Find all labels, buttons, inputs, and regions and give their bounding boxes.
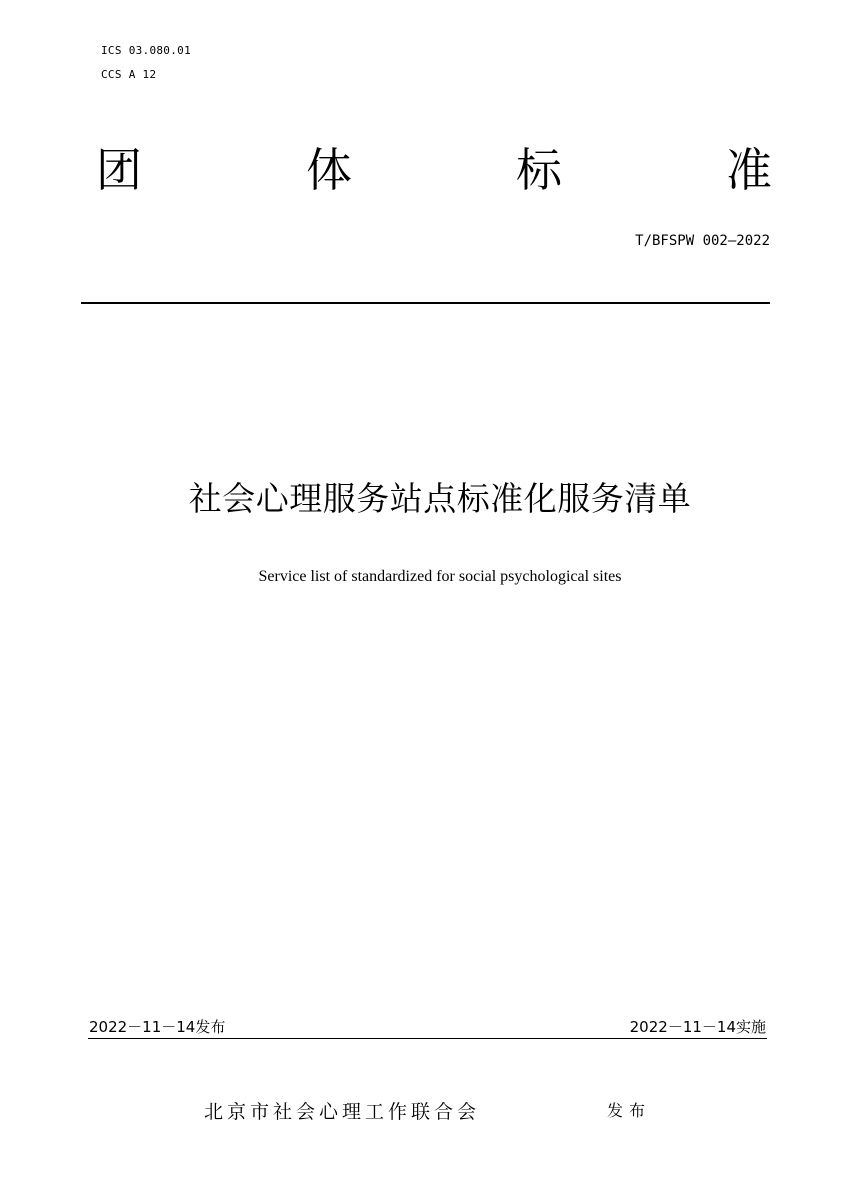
document-title-english: Service list of standardized for social psychological sites <box>258 568 622 585</box>
publisher-name: 北京市社会心理工作联合会 <box>204 1101 481 1123</box>
document-title-chinese: 社会心理服务站点标准化服务清单 <box>188 479 692 518</box>
standard-number: T/BFSPW 002—2022 <box>635 233 770 249</box>
publish-date: 2022－11－14发布 <box>89 1018 226 1036</box>
date-divider <box>88 1038 767 1039</box>
ics-code: ICS 03.080.01 <box>101 44 191 57</box>
heading-char: 体 <box>306 143 352 197</box>
implementation-date: 2022－11－14实施 <box>629 1018 766 1036</box>
ccs-code: CCS A 12 <box>101 68 157 81</box>
header-divider <box>81 302 770 304</box>
document-type-heading <box>96 140 772 200</box>
heading-char: 准 <box>726 143 772 197</box>
publish-label: 发布 <box>607 1101 652 1120</box>
heading-char: 团 <box>96 143 142 197</box>
heading-char: 标 <box>516 143 562 197</box>
